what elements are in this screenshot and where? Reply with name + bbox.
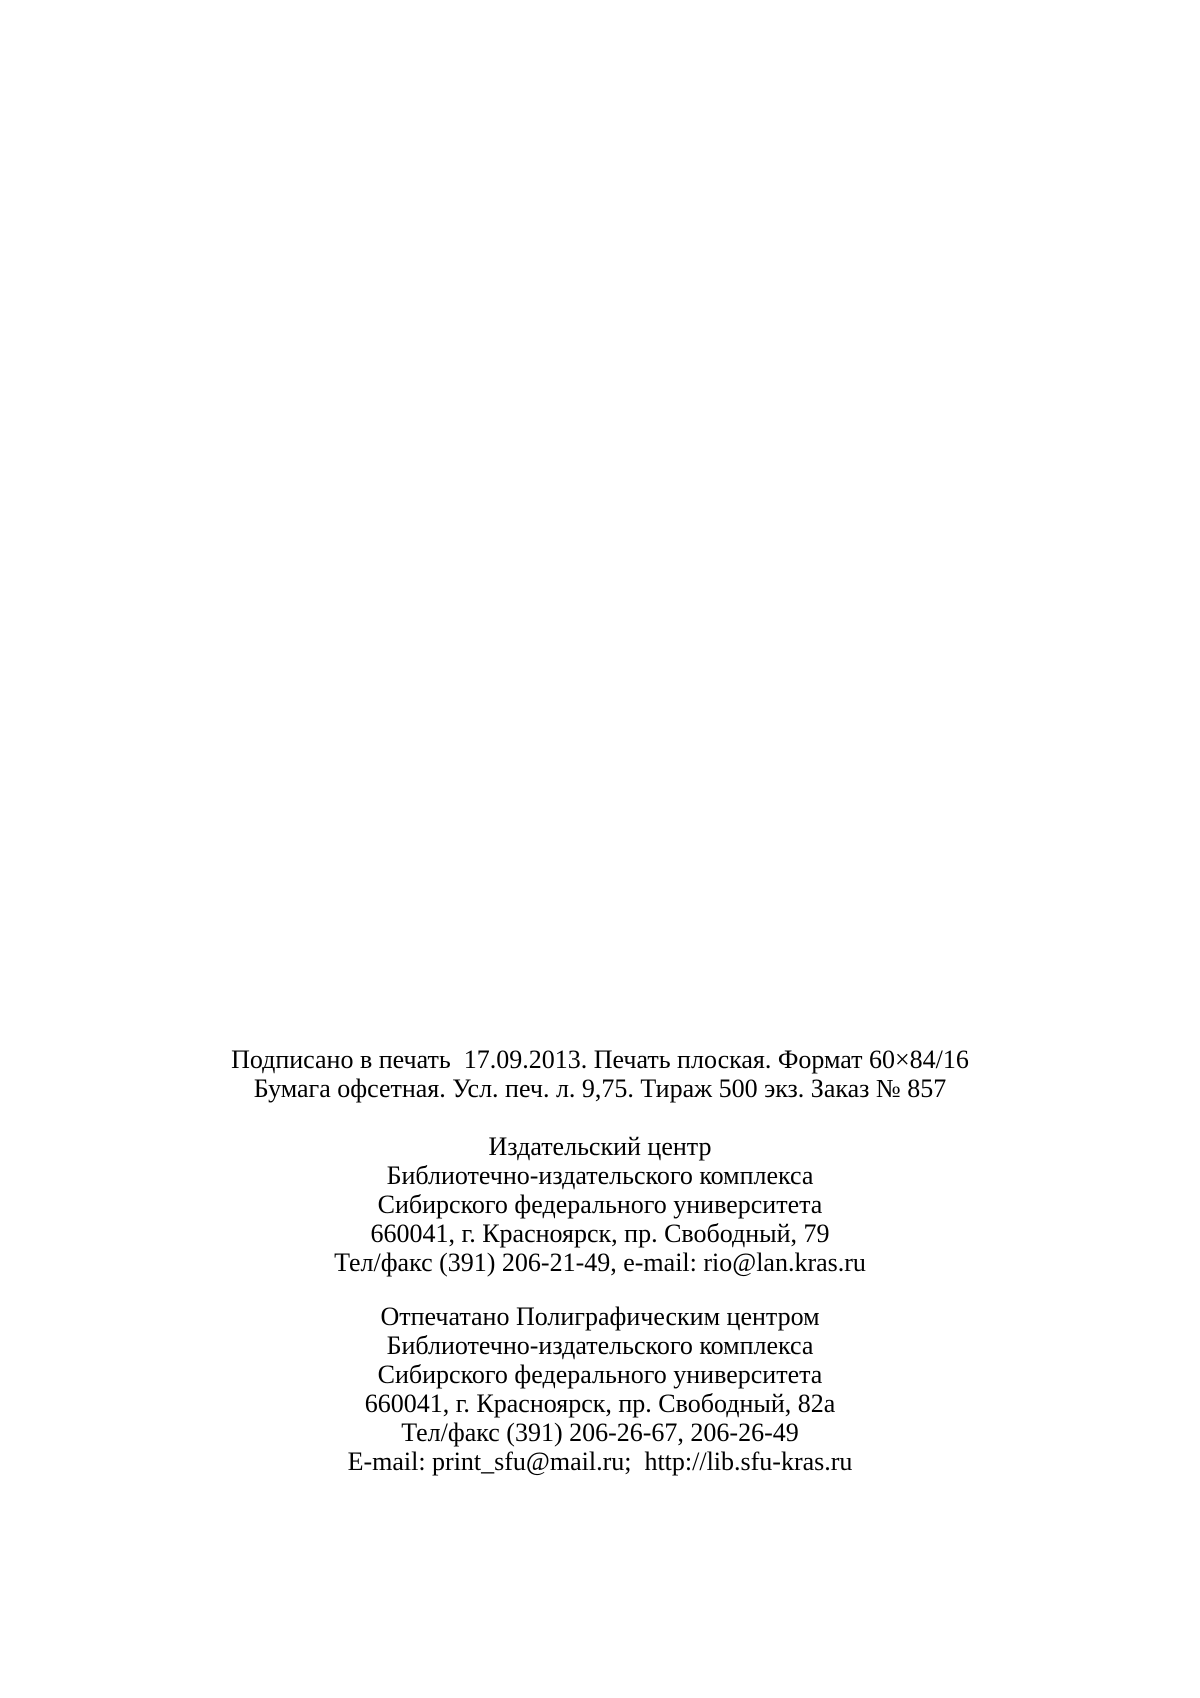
colophon-block (0, 1045, 1200, 1476)
printing-house-group (0, 1302, 1200, 1476)
print-info-line: Бумага офсетная. Усл. печ. л. 9,75. Тираж 500 экз. Заказ № 857 (253, 1074, 947, 1103)
printing-house-phone-line: Тел/факс (391) 206-26-67, 206-26-49 (401, 1418, 799, 1447)
publisher-group (0, 1132, 1200, 1277)
printing-house-address-line: 660041, г. Красноярск, пр. Свободный, 82а (364, 1389, 836, 1418)
printing-house-line: Отпечатано Полиграфическим центром (380, 1302, 820, 1331)
publisher-contact-line: Тел/факс (391) 206-21-49, e-mail: rio@lan.kras.ru (334, 1248, 866, 1277)
publisher-line: Сибирского федерального университета (377, 1190, 823, 1219)
print-info-group (0, 1045, 1200, 1103)
printing-house-line: Библиотечно-издательского комплекса (386, 1331, 814, 1360)
publisher-line: Издательский центр (488, 1132, 712, 1161)
print-info-line: Подписано в печать 17.09.2013. Печать плоская. Формат 60×84/16 (231, 1045, 969, 1074)
publisher-line: Библиотечно-издательского комплекса (386, 1161, 814, 1190)
publisher-address-line: 660041, г. Красноярск, пр. Свободный, 79 (370, 1219, 830, 1248)
printing-house-line: Сибирского федерального университета (377, 1360, 823, 1389)
printing-house-email-line: E-mail: print_sfu@mail.ru; http://lib.sfu-kras.ru (347, 1447, 853, 1476)
